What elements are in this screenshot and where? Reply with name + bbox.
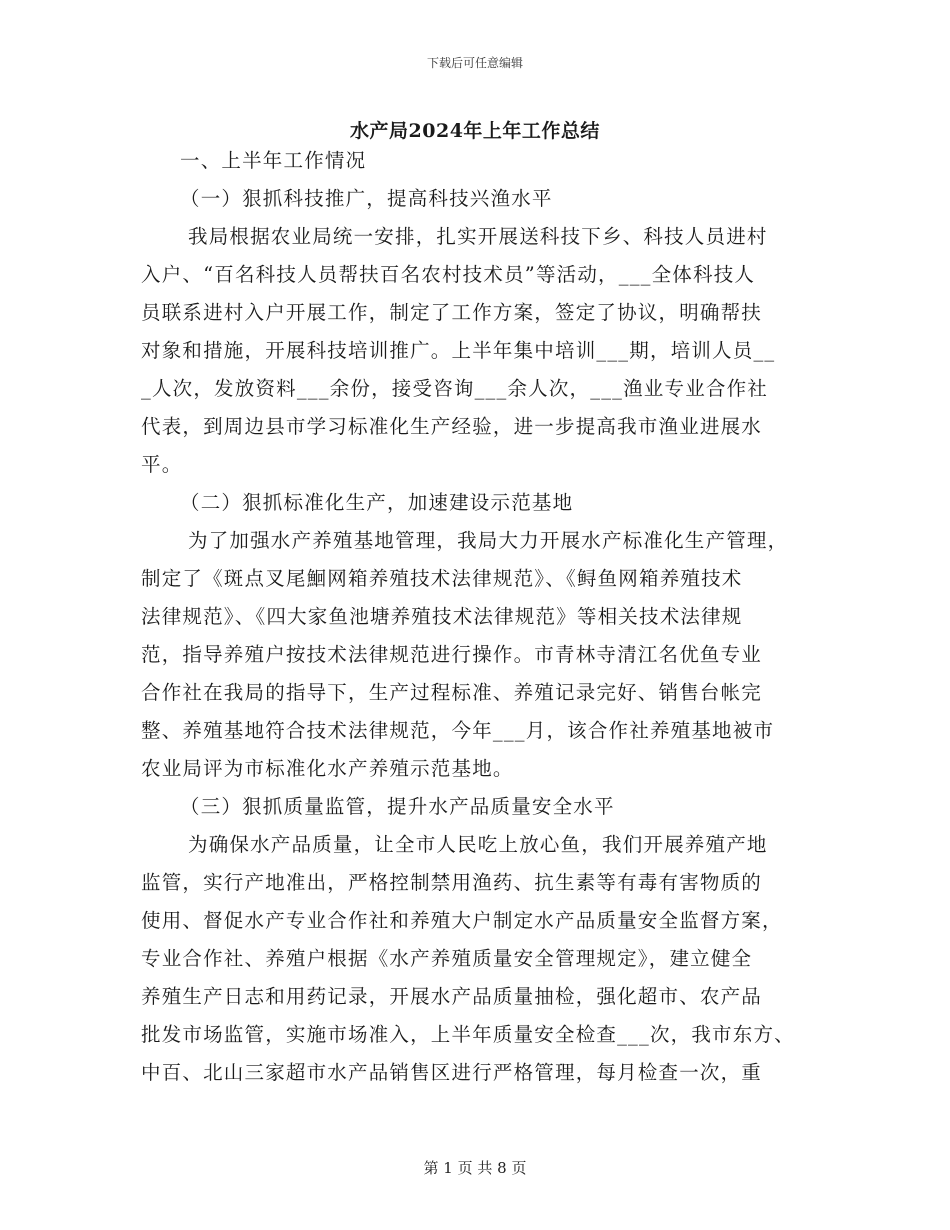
paragraph-line: 平。 bbox=[141, 453, 183, 476]
header-note: 下载后可任意编辑 bbox=[426, 56, 523, 70]
subsection-heading: （一）狠抓科技推广，提高科技兴渔水平 bbox=[180, 187, 553, 210]
subsection-heading: （二）狠抓标准化生产，加速建设示范基地 bbox=[180, 491, 574, 514]
paragraph-line: 整、养殖基地符合技术法律规范，今年___月，该合作社养殖基地被市 bbox=[141, 719, 775, 742]
paragraph-line: 专业合作社、养殖户根据《水产养殖质量安全管理规定》，建立健全 bbox=[141, 947, 753, 970]
paragraph-line: 批发市场监管，实施市场准入，上半年质量安全检查___次，我市东方、 bbox=[141, 1023, 795, 1046]
paragraph-line: 代表，到周边县市学习标准化生产经验，进一步提高我市渔业进展水 bbox=[141, 415, 763, 438]
section-heading: 一、上半年工作情况 bbox=[180, 149, 367, 172]
paragraph-line: 入户、“百名科技人员帮扶百名农村技术员”等活动，___全体科技人 bbox=[141, 263, 756, 286]
paragraph-line: 使用、督促水产专业合作社和养殖大户制定水产品质量安全监督方案， bbox=[141, 909, 783, 932]
document-title: 水产局2024年上年工作总结 bbox=[350, 120, 600, 142]
paragraph-line: 监管，实行产地准出，严格控制禁用渔药、抗生素等有毒有害物质的 bbox=[141, 871, 763, 894]
paragraph-line: 对象和措施，开展科技培训推广。上半年集中培训___期，培训人员__ bbox=[141, 339, 776, 362]
paragraph-line: 中百、北山三家超市水产品销售区进行严格管理，每月检查一次，重 bbox=[141, 1061, 763, 1084]
subsection-heading: （三）狠抓质量监管，提升水产品质量安全水平 bbox=[180, 795, 615, 818]
paragraph-line: 员联系进村入户开展工作，制定了工作方案，签定了协议，明确帮扶 bbox=[141, 301, 763, 324]
paragraph-line: 范，指导养殖户按技术法律规范进行操作。市青林寺清江名优鱼专业 bbox=[141, 643, 763, 666]
paragraph-line: 合作社在我局的指导下，生产过程标准、养殖记录完好、销售台帐完 bbox=[141, 681, 763, 704]
paragraph-line: 制定了《斑点叉尾鮰网箱养殖技术法律规范》、《鲟鱼网箱养殖技术 bbox=[141, 567, 743, 590]
paragraph-line: 养殖生产日志和用药记录，开展水产品质量抽检，强化超市、农产品 bbox=[141, 985, 763, 1008]
paragraph-line: 我局根据农业局统一安排，扎实开展送科技下乡、科技人员进村 bbox=[188, 225, 768, 248]
paragraph-line: 为确保水产品质量，让全市人民吃上放心鱼，我们开展养殖产地 bbox=[188, 833, 768, 856]
paragraph-line: 农业局评为市标准化水产养殖示范基地。 bbox=[141, 757, 514, 780]
paragraph-line: _人次，发放资料___余份，接受咨询___余人次，___渔业专业合作社 bbox=[141, 377, 769, 400]
paragraph-line: 为了加强水产养殖基地管理，我局大力开展水产标准化生产管理， bbox=[188, 529, 789, 552]
paragraph-line: 法律规范》、《四大家鱼池塘养殖技术法律规范》等相关技术法律规 bbox=[141, 605, 743, 628]
page-number: 第 1 页 共 8 页 bbox=[423, 1159, 527, 1177]
